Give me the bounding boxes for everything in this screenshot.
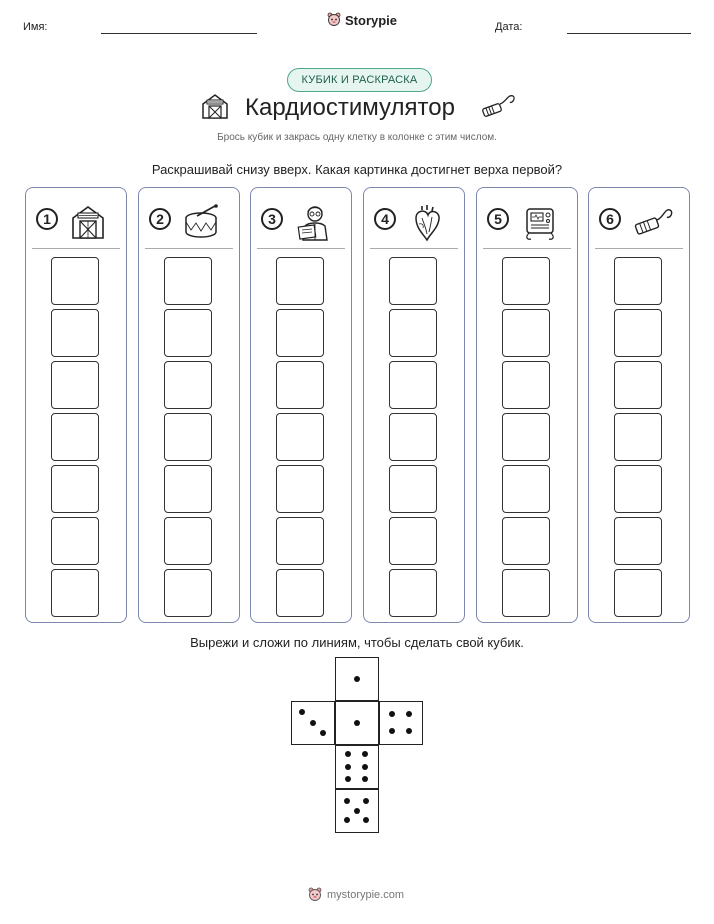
coloring-cell[interactable] (614, 361, 662, 409)
coloring-cell[interactable] (276, 309, 324, 357)
dice-face (335, 745, 379, 789)
coloring-cell[interactable] (51, 361, 99, 409)
coloring-cell[interactable] (164, 361, 212, 409)
dice-pip (344, 798, 350, 804)
cut-instruction: Вырежи и сложи по линиям, чтобы сделать свой кубик. (190, 635, 524, 650)
dice-pip (345, 776, 351, 782)
coloring-cell[interactable] (164, 257, 212, 305)
coloring-cell[interactable] (164, 465, 212, 513)
dice-pip (310, 720, 316, 726)
dice-pip (389, 728, 395, 734)
coloring-cell[interactable] (276, 465, 324, 513)
dice-pip (362, 776, 368, 782)
brand-logo (327, 12, 397, 28)
coloring-cell[interactable] (276, 517, 324, 565)
dice-pip (362, 764, 368, 770)
page-title: Кардиостимулятор (245, 94, 455, 121)
column-number: 6 (599, 208, 621, 230)
dice-face (291, 701, 335, 745)
dice-pip (363, 798, 369, 804)
pacemaker-device-icon (521, 204, 561, 242)
storypie-mascot-icon (308, 887, 322, 903)
coloring-cell[interactable] (51, 413, 99, 461)
game-instruction: Раскрашивай снизу вверх. Какая картинка достигнет верха первой? (151, 162, 563, 177)
pacemaker-lead-icon (633, 204, 675, 240)
dice-face (379, 701, 423, 745)
dice-face (335, 657, 379, 701)
coloring-cell[interactable] (502, 309, 550, 357)
column-divider (257, 248, 345, 249)
dice-pip (354, 720, 360, 726)
column-1 (25, 187, 127, 623)
scientist-icon (295, 204, 335, 242)
name-line (101, 33, 257, 34)
coloring-cell[interactable] (389, 309, 437, 357)
coloring-cell[interactable] (276, 569, 324, 617)
coloring-cell[interactable] (389, 257, 437, 305)
column-2 (138, 187, 240, 623)
column-number: 2 (149, 208, 171, 230)
coloring-cell[interactable] (51, 257, 99, 305)
coloring-cell[interactable] (502, 361, 550, 409)
date-line (567, 33, 691, 34)
coloring-cell[interactable] (502, 517, 550, 565)
column-header (374, 204, 458, 240)
footer (308, 887, 404, 903)
column-header (149, 204, 233, 240)
coloring-cell[interactable] (614, 517, 662, 565)
column-header (261, 204, 345, 240)
coloring-cell[interactable] (614, 309, 662, 357)
column-4 (363, 187, 465, 623)
dice-pip (406, 711, 412, 717)
activity-badge: КУБИК И РАСКРАСКА (287, 68, 432, 92)
dice-pip (344, 817, 350, 823)
dice-pip (406, 728, 412, 734)
column-divider (595, 248, 683, 249)
coloring-cell[interactable] (389, 569, 437, 617)
column-6 (588, 187, 690, 623)
dice-pip (354, 808, 360, 814)
coloring-cell[interactable] (502, 569, 550, 617)
column-header (599, 204, 683, 240)
column-number: 5 (487, 208, 509, 230)
dice-pip (354, 676, 360, 682)
coloring-cell[interactable] (389, 361, 437, 409)
storypie-mascot-icon (327, 12, 341, 28)
column-number: 4 (374, 208, 396, 230)
pacemaker-lead-icon (480, 92, 516, 120)
coloring-cell[interactable] (51, 569, 99, 617)
coloring-cell[interactable] (164, 309, 212, 357)
coloring-cell[interactable] (614, 413, 662, 461)
column-header (36, 204, 120, 240)
column-number: 3 (261, 208, 283, 230)
drum-icon (183, 204, 223, 240)
coloring-cell[interactable] (164, 517, 212, 565)
coloring-cell[interactable] (164, 569, 212, 617)
column-header (487, 204, 571, 240)
date-label: Дата: (495, 21, 523, 33)
coloring-cell[interactable] (389, 413, 437, 461)
coloring-cell[interactable] (614, 257, 662, 305)
barn-icon (201, 92, 229, 120)
coloring-cell[interactable] (502, 413, 550, 461)
coloring-cell[interactable] (502, 257, 550, 305)
footer-url: mystorypie.com (327, 889, 405, 901)
page-subtitle: Брось кубик и закрась одну клетку в колонке с этим числом. (217, 132, 497, 143)
dice-face (335, 701, 379, 745)
heart-icon (408, 204, 446, 242)
name-label: Имя: (23, 21, 48, 33)
column-number: 1 (36, 208, 58, 230)
column-divider (145, 248, 233, 249)
brand-name: Storypie (345, 12, 398, 28)
coloring-cell[interactable] (51, 309, 99, 357)
coloring-cell[interactable] (276, 413, 324, 461)
coloring-cell[interactable] (389, 465, 437, 513)
coloring-cell[interactable] (614, 569, 662, 617)
barn-icon (70, 204, 106, 240)
coloring-cell[interactable] (276, 257, 324, 305)
column-divider (483, 248, 571, 249)
dice-pip (389, 711, 395, 717)
dice-pip (362, 751, 368, 757)
dice-face (335, 789, 379, 833)
coloring-cell[interactable] (51, 465, 99, 513)
coloring-cell[interactable] (502, 465, 550, 513)
coloring-cell[interactable] (389, 517, 437, 565)
dice-pip (345, 764, 351, 770)
coloring-cell[interactable] (51, 517, 99, 565)
coloring-cell[interactable] (276, 361, 324, 409)
dice-pip (320, 730, 326, 736)
column-5 (476, 187, 578, 623)
dice-pip (299, 709, 305, 715)
coloring-cell[interactable] (164, 413, 212, 461)
dice-pip (345, 751, 351, 757)
coloring-cell[interactable] (614, 465, 662, 513)
column-divider (32, 248, 120, 249)
column-3 (250, 187, 352, 623)
dice-pip (363, 817, 369, 823)
column-divider (370, 248, 458, 249)
